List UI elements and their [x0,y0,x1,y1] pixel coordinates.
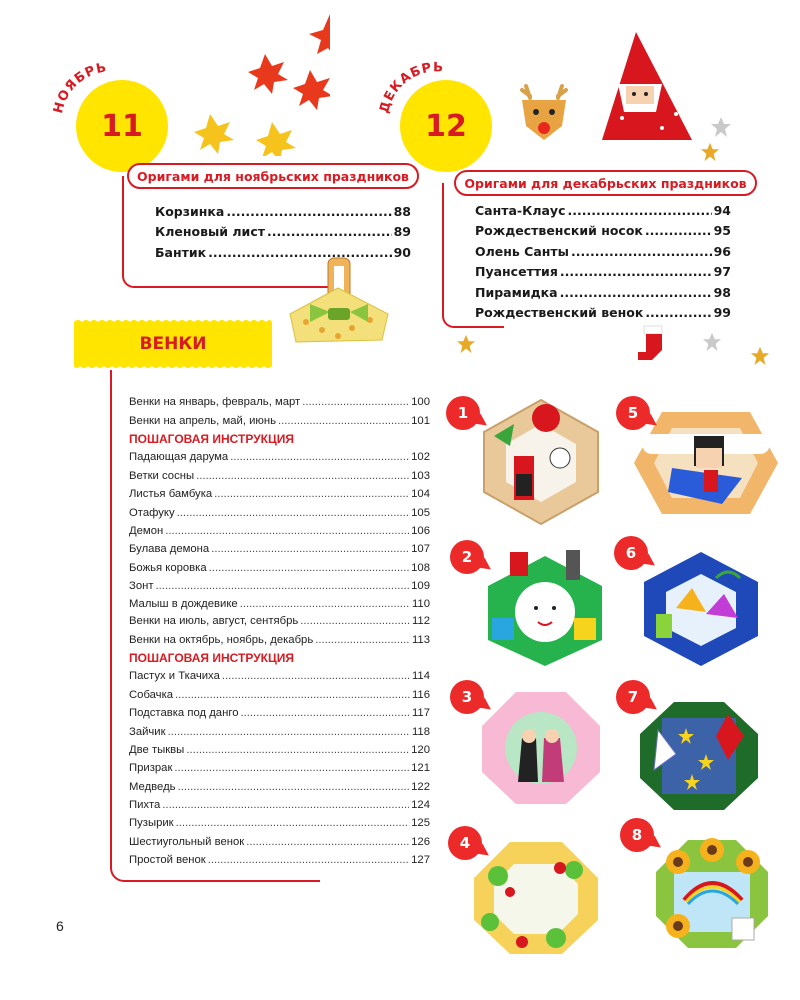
toc-item[interactable]: Шестиугольный венок ..... 126 [129,833,430,851]
toc-item[interactable]: Зайчик ..... 118 [129,722,430,740]
wreath-illustration-4 [470,838,602,958]
sock-illustration [632,324,672,364]
wreath-number-8: 8 [620,818,654,852]
instruction-heading: ПОШАГОВАЯ ИНСТРУКЦИЯ [129,431,294,446]
reindeer-illustration [512,82,576,144]
star-icon [456,334,476,354]
toc-item[interactable]: Олень Санты ..... 96 [475,241,731,262]
star-icon [700,142,720,162]
november-month-name: НОЯБРЬ [51,60,109,115]
november-toc [155,201,411,263]
santa-illustration [592,28,702,148]
november-number: 11 [101,108,143,144]
wreath-number-6: 6 [614,536,648,570]
toc-item[interactable]: Две тыквы ..... 120 [129,741,430,759]
page-number: 6 [56,918,64,934]
wreath-number-7: 7 [616,680,650,714]
maple-leaves-illustration [180,6,330,156]
toc-item[interactable]: Отафуку ..... 105 [129,503,430,521]
wreaths-toc-part2 [129,612,430,869]
toc-item[interactable]: Простой венок ..... 127 [129,851,430,869]
november-section-title: Оригами для ноябрьских праздников [127,163,419,189]
toc-item[interactable]: Рождественский венок ..... 99 [475,303,731,324]
december-badge [400,80,492,172]
wreaths-title: ВЕНКИ [139,334,207,354]
toc-item[interactable]: Рождественский носок ..... 95 [475,221,731,242]
wreath-number-2: 2 [450,540,484,574]
toc-item[interactable]: Собачка ..... 116 [129,686,430,704]
star-icon [710,116,732,138]
instruction-heading: ПОШАГОВАЯ ИНСТРУКЦИЯ [129,650,294,665]
toc-item[interactable]: Подставка под данго ..... 117 [129,704,430,722]
basket-illustration [282,256,394,348]
toc-item[interactable]: Венки на январь, февраль, март ..... 100 [129,393,430,411]
toc-item[interactable]: Падающая дарума ..... 102 [129,448,430,466]
toc-item[interactable]: Призрак ..... 121 [129,759,430,777]
december-toc [475,200,731,323]
toc-item[interactable]: Зонт ..... 109 [129,577,430,595]
star-icon [702,332,722,352]
toc-item[interactable]: Малыш в дождевике ..... 110 [129,595,430,613]
toc-item[interactable]: Венки на октябрь, ноябрь, декабрь ..... 113 [129,630,430,648]
toc-item[interactable]: Пихта ..... 124 [129,796,430,814]
wreath-illustration-6 [636,548,766,668]
toc-item[interactable]: Венки на июль, август, сентябрь ..... 112 [129,612,430,630]
december-section-title: Оригами для декабрьских праздников [454,170,757,196]
toc-item[interactable]: Булава демона ..... 107 [129,540,430,558]
toc-item[interactable]: Кленовый лист ..... 89 [155,222,411,243]
toc-item[interactable]: Бантик ..... 90 [155,242,411,263]
wreath-number-5: 5 [616,396,650,430]
toc-item[interactable]: Божья коровка ..... 108 [129,559,430,577]
wreaths-toc-part1 [129,393,430,614]
wreath-illustration-1 [474,396,608,528]
december-month-name: ДЕКАБРЬ [377,60,445,115]
toc-item[interactable]: Корзинка ..... 88 [155,201,411,222]
wreath-number-1: 1 [446,396,480,430]
wreath-illustration-3 [478,688,604,808]
toc-item[interactable]: Медведь ..... 122 [129,778,430,796]
toc-item[interactable]: Санта-Клаус ..... 94 [475,200,731,221]
toc-item[interactable]: Демон ..... 106 [129,522,430,540]
toc-item[interactable]: Пузырик ..... 125 [129,814,430,832]
toc-item[interactable]: Пуансеттия ..... 97 [475,262,731,283]
star-icon [750,346,770,366]
wreath-number-3: 3 [450,680,484,714]
wreath-number-4: 4 [448,826,482,860]
november-badge [76,80,168,172]
wreath-illustration-2 [478,548,612,668]
toc-item[interactable]: Листья бамбука ..... 104 [129,485,430,503]
wreath-illustration-8 [652,836,772,952]
toc-item[interactable]: Пирамидка ..... 98 [475,282,731,303]
toc-item[interactable]: Ветки сосны ..... 103 [129,467,430,485]
wreath-illustration-7 [636,700,762,812]
toc-item[interactable]: Венки на апрель, май, июнь ..... 101 [129,411,430,429]
toc-item[interactable]: Пастух и Ткачиха ..... 114 [129,667,430,685]
december-number: 12 [425,108,467,144]
